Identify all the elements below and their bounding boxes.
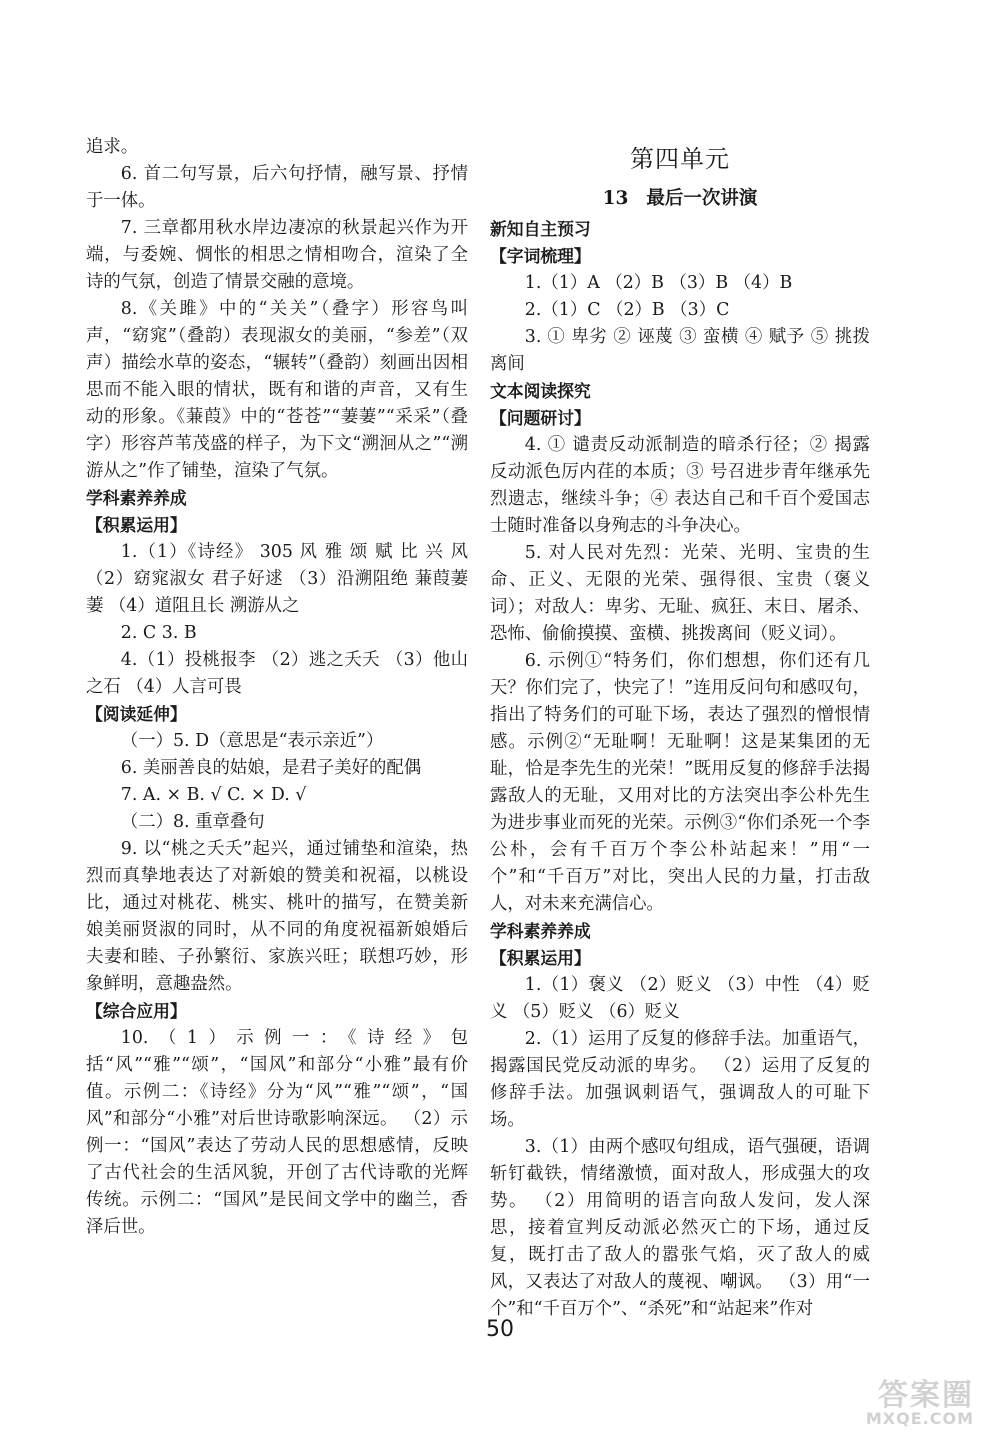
left-column — [86, 134, 468, 1241]
paragraph: 2.（1）运用了反复的修辞手法。加重语气，揭露国民党反动派的卑劣。 （2）运用了反复的修辞手法。加强讽刺语气，强调敌人的可耻下场。 — [490, 1029, 870, 1130]
paragraph: 7. A. × B. √ C. × D. √ — [120, 785, 307, 805]
paragraph: 10.（1）示例一：《诗经》包括“风”“雅”“颂”，“国风”和部分“小雅”最有价值。示例二：《诗经》分为“风”“雅”“颂”，“国风”和部分“小雅”对后世诗歌影响深远。 （2）示例一：“国风”表达了劳动人民的思想感情，反映了古代社会的生活风貌，开创了古代诗歌的光辉传统。示例二：“国风”是民间文学中的幽兰，香泽后世。 — [86, 1028, 468, 1237]
watermark-url: MXQE.COM — [865, 1409, 974, 1428]
right-column — [490, 134, 870, 1323]
subsection-heading: 【综合应用】 — [86, 1001, 187, 1021]
subsection-heading: 【积累运用】 — [86, 515, 187, 535]
paragraph: 2.（1）C （2）B （3）C — [524, 300, 730, 320]
paragraph: 追求。 — [86, 137, 139, 157]
paragraph: （一）5. D（意思是“表示亲近”） — [120, 731, 384, 751]
section-heading: 学科素养养成 — [490, 921, 591, 941]
paragraph: 6. 美丽善良的姑娘，是君子美好的配偶 — [120, 758, 422, 778]
subsection-heading: 【问题研讨】 — [490, 408, 591, 428]
section-heading: 文本阅读探究 — [490, 381, 591, 401]
page-number: 50 — [486, 1317, 514, 1342]
paragraph: 2. C 3. B — [120, 623, 197, 643]
paragraph: 3.（1）由两个感叹句组成，语气强硬，语调斩钉截铁，情绪激愤，面对敌人，形成强大的攻势。 （2）用简明的语言向敌人发问，发人深思，接着宣判反动派必然灭亡的下场，通过反复，既打击了敌人的嚣张气焰，灭了敌人的威风，又表达了对敌人的蔑视、嘲讽。 （3）用“一个”和“千百万个”、“杀死”和“站起来”作对 — [490, 1137, 870, 1319]
paragraph: （二）8. 重章叠句 — [120, 812, 265, 832]
subsection-heading: 【字词梳理】 — [490, 246, 591, 266]
lesson-name: 最后一次讲演 — [646, 188, 758, 209]
paragraph: 4. ① 谴责反动派制造的暗杀行径；② 揭露反动派色厉内荏的本质；③ 号召进步青年继承先烈遗志，继续斗争；④ 表达自己和千百个爱国志士随时准备以身殉志的斗争决心。 — [490, 435, 870, 536]
paragraph: 6. 首二句写景，后六句抒情，融写景、抒情于一体。 — [86, 164, 468, 211]
section-heading: 学科素养养成 — [86, 488, 187, 508]
paragraph: 5. 对人民对先烈：光荣、光明、宝贵的生命、正义、无限的光荣、强得很、宝贵（褒义词）；对敌人：卑劣、无耻、疯狂、末日、屠杀、恐怖、偷偷摸摸、蛮横、挑拨离间（贬义词）。 — [490, 543, 870, 644]
lesson-title — [490, 184, 870, 214]
lesson-number: 13 — [602, 188, 629, 209]
section-heading: 新知自主预习 — [490, 219, 591, 239]
paragraph: 1.（1）A （2）B （3）B （4）B — [524, 273, 793, 293]
paragraph: 3. ① 卑劣 ② 诬蔑 ③ 蛮横 ④ 赋予 ⑤ 挑拨离间 — [490, 327, 870, 374]
paragraph: 9. 以“桃之夭夭”起兴，通过铺垫和渲染，热烈而真挚地表达了对新娘的赞美和祝福，以桃设比，通过对桃花、桃实、桃叶的描写，在赞美新娘美丽贤淑的同时，从不同的角度祝福新娘婚后夫妻和睦、子孙繁衍、家族兴旺；联想巧妙，形象鲜明，意趣盎然。 — [86, 839, 468, 994]
paragraph: 8.《关雎》中的“关关”（叠字）形容鸟叫声，“窈窕”（叠韵）表现淑女的美丽，“参差”（双声）描绘水草的姿态，“辗转”（叠韵）刻画出因相思而不能入眼的情状，既有和谐的声音，又有生动的形象。《蒹葭》中的“苍苍”“萋萋”“采采”（叠字）形容芦苇茂盛的样子，为下文“溯洄从之”“溯游从之”作了铺垫，渲染了气氛。 — [86, 299, 468, 481]
unit-title: 第四单元 — [630, 145, 730, 173]
paragraph: 7. 三章都用秋水岸边凄凉的秋景起兴作为开端，与委婉、惆怅的相思之情相吻合，渲染了全诗的气氛，创造了情景交融的意境。 — [86, 218, 468, 292]
watermark-text: 答案圈 — [878, 1378, 974, 1413]
paragraph: 1.（1）《诗经》 305 风 雅 颂 赋 比 兴 风 （2）窈窕淑女 君子好逑 （3）沿溯阻绝 蒹葭萋萋 （4）道阻且长 溯游从之 — [86, 542, 468, 616]
paragraph: 4.（1）投桃报李 （2）逃之夭夭 （3）他山之石 （4）人言可畏 — [86, 650, 468, 697]
subsection-heading: 【阅读延伸】 — [86, 704, 187, 724]
watermark-logo — [838, 1370, 988, 1428]
paragraph: 1.（1）褒义 （2）贬义 （3）中性 （4）贬义 （5）贬义 （6）贬义 — [490, 975, 870, 1022]
subsection-heading: 【积累运用】 — [490, 948, 591, 968]
paragraph: 6. 示例①“特务们，你们想想，你们还有几天？你们完了，快完了！”连用反问句和感叹句，指出了特务们的可耻下场，表达了强烈的憎恨情感。示例②“无耻啊！无耻啊！这是某集团的无耻，恰是李先生的光荣！”既用反复的修辞手法揭露敌人的无耻，又用对比的方法突出李公朴先生为进步事业而死的光荣。示例③“你们杀死一个李公朴，会有千百万个李公朴站起来！”用“一个”和“千百万”对比，突出人民的力量，打击敌人，对未来充满信心。 — [490, 651, 870, 914]
